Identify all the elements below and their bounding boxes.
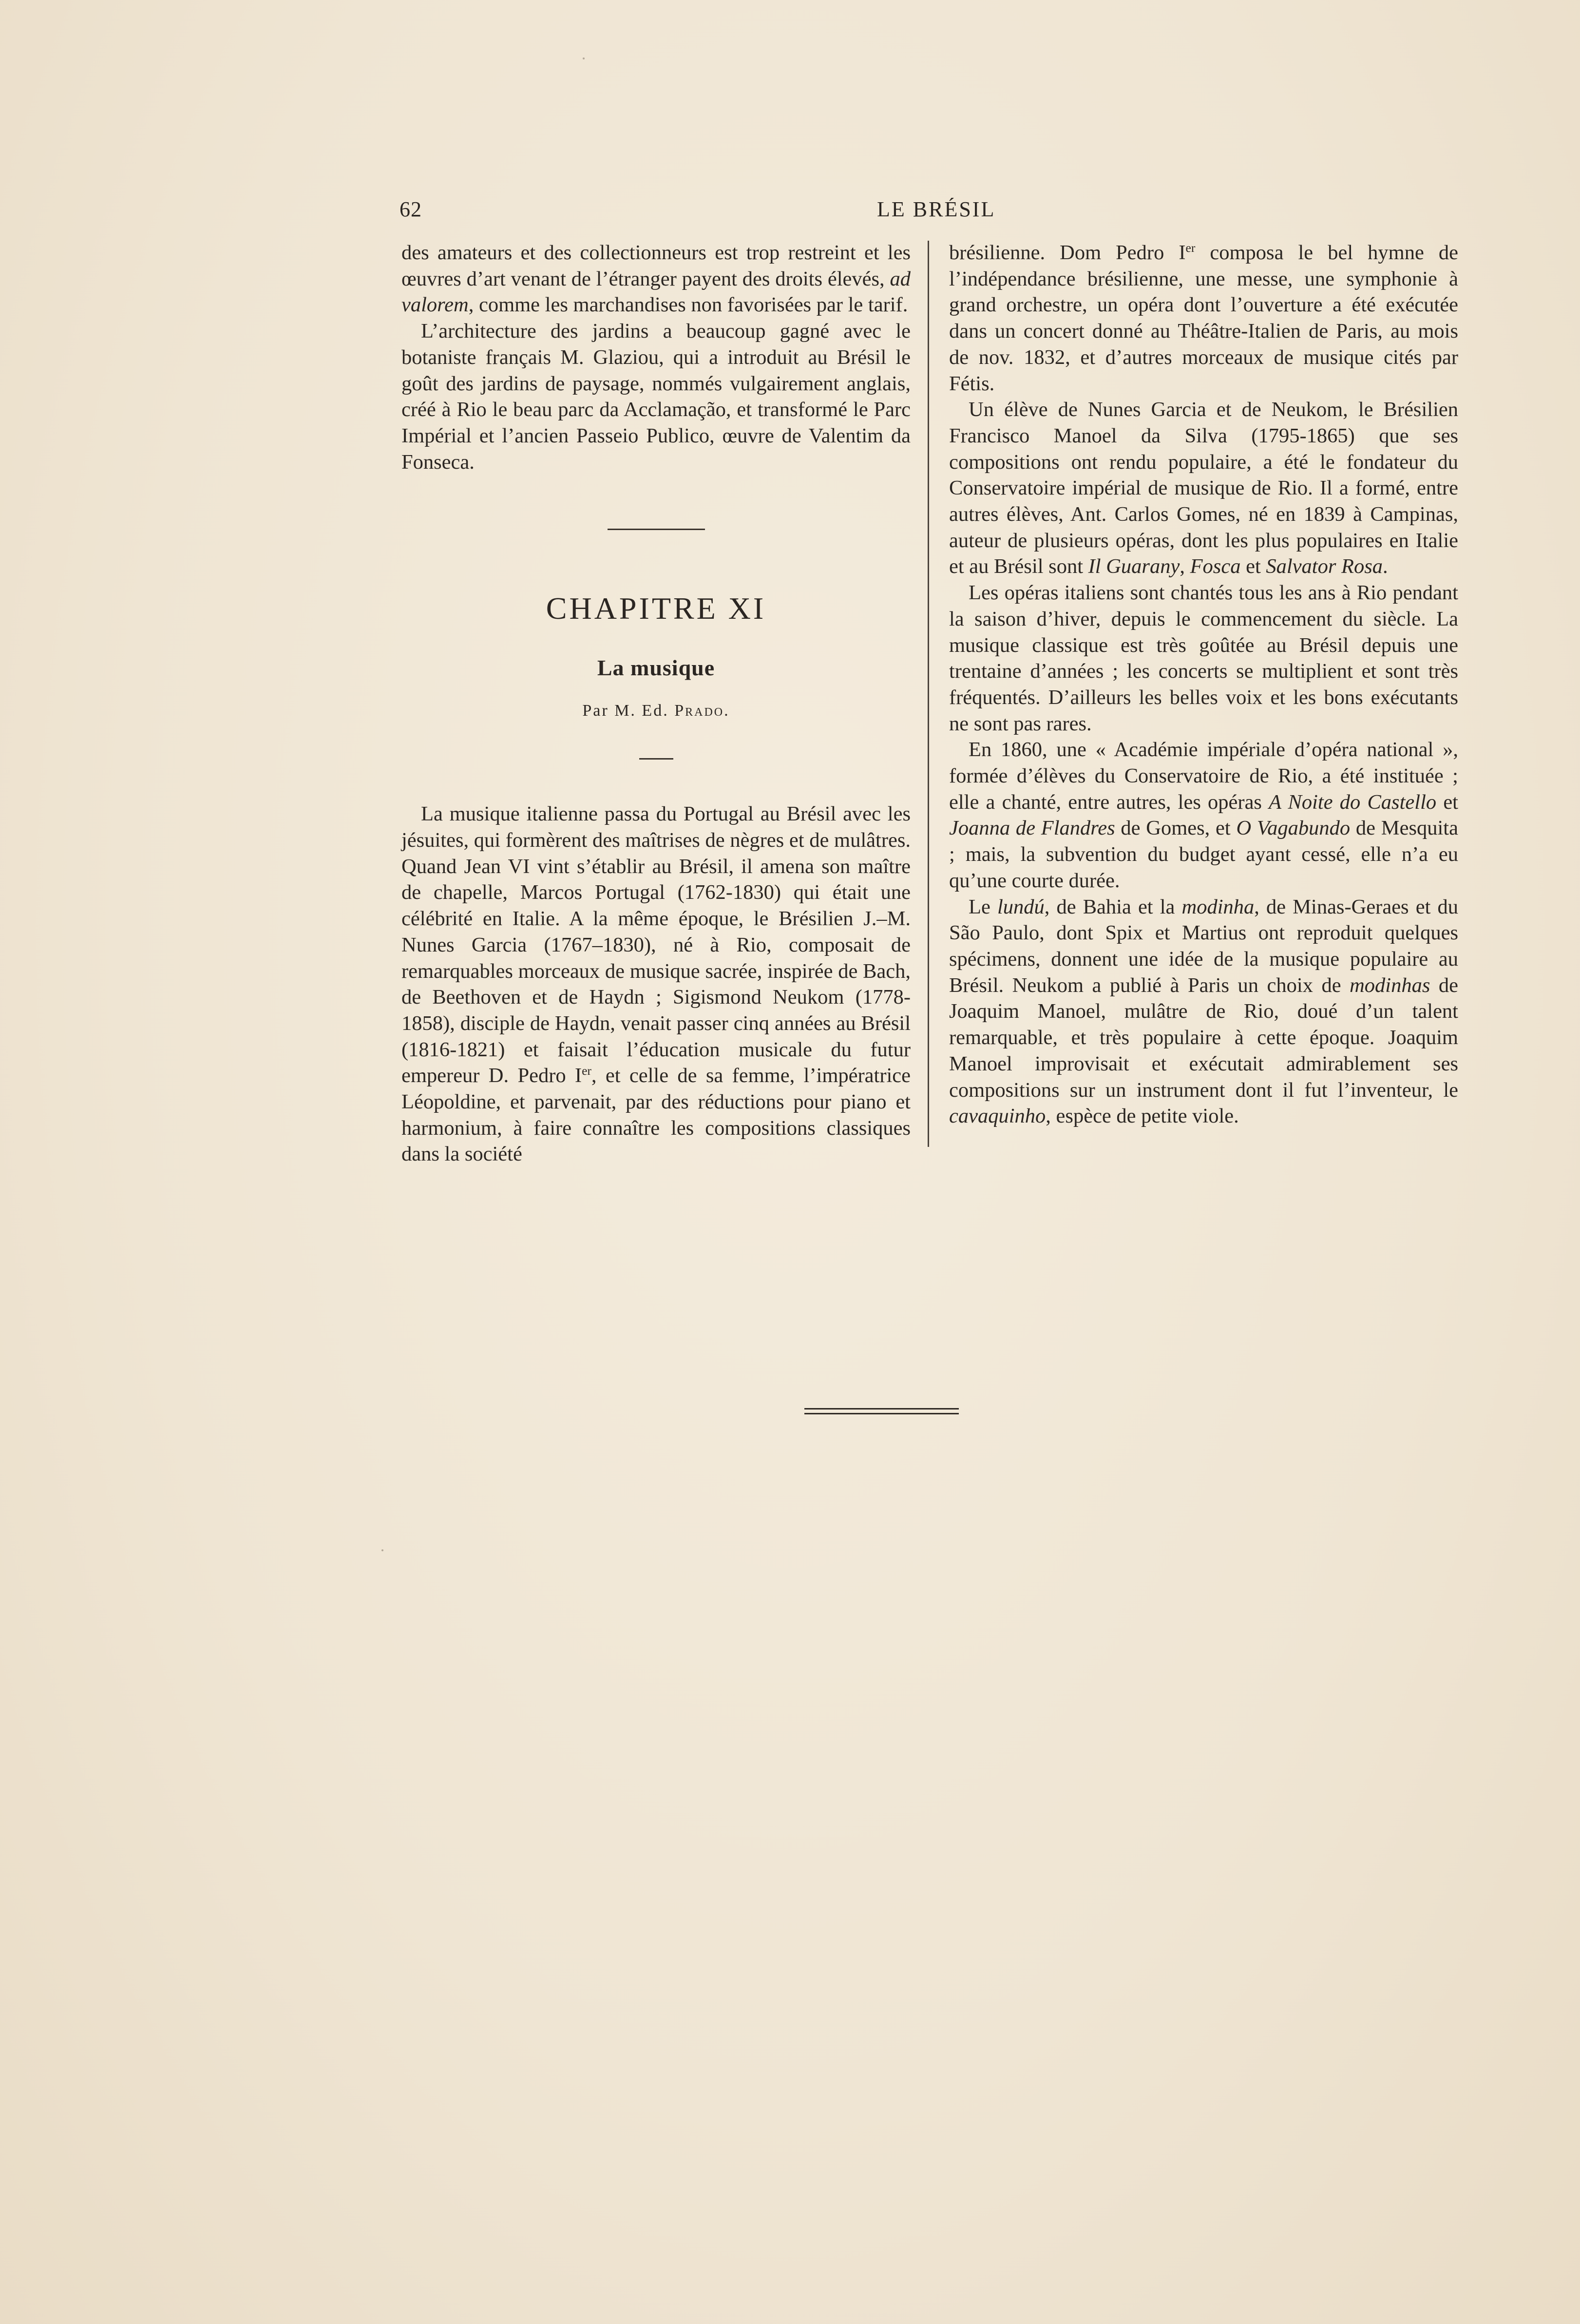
paragraph [401,801,911,1167]
chapter-author [401,700,911,722]
text-run: et [1436,790,1458,814]
end-double-rule-top [804,1408,959,1410]
superscript: er [1185,240,1196,255]
italic-text: A Noite do Castello [1269,790,1437,814]
text-run: , espèce de petite viole. [1046,1105,1239,1128]
paragraph [949,240,1458,397]
italic-text: Joanna de Flandres [949,817,1115,840]
text-run: , comme les marchandises non favorisées par le tarif. [468,293,908,317]
italic-text: O Vagabundo [1236,817,1351,840]
italic-text: Il Guarany [1088,555,1180,578]
paragraph [401,240,911,318]
chapter-title: CHAPITRE XI [546,591,766,626]
text-run: de Mesquita ; mais, la subvention du budget ayant cessé, elle n’a eu qu’une courte durée. [949,817,1458,892]
text-run: , de Bahia et la [1044,895,1182,918]
author-prefix: Par M. Ed. [582,702,669,720]
italic-text: modinhas [1350,973,1430,997]
italic-text: Salvator Rosa [1266,555,1383,578]
italic-text: lundú [997,895,1045,918]
paragraph [949,580,1458,737]
text-run: , de Minas-Geraes et du São Paulo, dont Spix et Martius ont reproduit quelques spécimens, donnent une idée de la musique populaire au Brésil. Neukom a publié à Paris un choix de [949,895,1458,997]
page-number: 62 [400,197,422,221]
text-run: de Joaquim Manoel, mulâtre de Rio, doué d’un talent remarquable, et très populaire à cette époque. Joaquim Manoel improvisait et exécutait admirablement ses compositions sur un instrument dont il fut l’inventeur, le [949,973,1458,1102]
section-rule [608,529,705,530]
superscript: er [582,1064,591,1078]
text-run: Un élève de Nunes Garcia et de Neukom, le Brésilien Francisco Manoel da Silva (1795-1865) que ses compositions ont rendu populaire, a été le fondateur du Conservatoire impérial de musique de Rio. Il a formé, entre autres élèves, Ant. Carlos Gomes, né en 1839 à Campinas, auteur de plusieurs opéras, dont les plus populaires en Italie et au Brésil sont [949,398,1458,578]
text-run: Les opéras italiens sont chantés tous les ans à Rio pendant la saison d’hiver, depuis le commencement du siècle. La musique classique est très goûtée au Brésil depuis une trentaine d’années ; les concerts se multiplient et sont très fréquentés. D’ailleurs les belles voix et les bons exécutants ne sont pas rares. [949,581,1458,735]
text-run: L’architecture des jardins a beaucoup gagné avec le botaniste français M. Glaziou, qui a introduit au Brésil le goût des jardins de paysage, nommés vulgairement anglais, créé à Rio le beau parc da Acclamação, et transformé le Parc Impérial et l’ancien Passeio Publico, œuvre de Valentim da Fonseca. [401,320,911,474]
right-column [949,240,1458,1129]
italic-text: modinha [1181,895,1255,918]
text-run: et [1240,555,1266,578]
author-name: Prado. [674,702,730,720]
italic-text: ad valorem [401,267,911,317]
paragraph [949,737,1458,894]
chapter-rule [639,758,673,760]
text-run: Le [969,895,997,918]
paragraph [949,894,1458,1129]
chapter-subject: La musique [597,655,715,681]
text-run: des amateurs et des collectionneurs est trop restreint et les œuvres d’art venant de l’étranger payent des droits élevés, [401,241,911,290]
text-run: brésilienne. Dom Pedro I [949,241,1186,264]
text-run: En 1860, une « Académie impériale d’opéra national », formée d’élèves du Conservatoire de Rio, a été instituée ; elle a chanté, entre autres, les opéras [949,738,1458,814]
column-divider [928,241,929,1147]
end-double-rule-bottom [804,1413,959,1414]
paper-speck [583,57,585,59]
text-run: de Gomes, et [1115,817,1237,840]
text-run: , et celle de sa femme, l’impératrice Léopoldine, et parvenait, par des réductions pour piano et harmonium, à faire connaître les compositions classiques dans la société [401,1064,911,1166]
paragraph [401,318,911,475]
running-head: LE BRÉSIL [877,197,996,221]
italic-text: Fosca [1190,555,1241,578]
text-run: La musique italienne passa du Portugal au Brésil avec les jésuites, qui formèrent des maîtrises de nègres et de mulâtres. Quand Jean VI vint s’établir au Brésil, il amena son maître de chapelle, Marcos Portugal (1762-1830) qui était une célébrité en Italie. A la même époque, le Brésilien J.–M. Nunes Garcia (1767–1830), né à Rio, composait de remarquables morceaux de musique sacrée, inspirée de Bach, de Beethoven et de Haydn ; Sigismond Neukom (1778-1858), disciple de Haydn, venait passer cinq années au Brésil (1816-1821) et faisait l’éducation musicale du futur empereur D. Pedro I [401,802,911,1087]
left-column [401,240,911,1167]
text-run: composa le bel hymne de l’indépendance brésilienne, une messe, une symphonie à grand orchestre, un opéra dont l’ouverture a été exécutée dans un concert donné au Théâtre-Italien de Paris, au mois de nov. 1832, et d’autres morceaux de musique cités par Fétis. [949,241,1459,395]
text-run: . [1383,555,1388,578]
paper-speck [381,1549,383,1551]
text-run: , [1180,555,1190,578]
italic-text: cavaquinho [949,1105,1046,1128]
paragraph [949,397,1458,580]
